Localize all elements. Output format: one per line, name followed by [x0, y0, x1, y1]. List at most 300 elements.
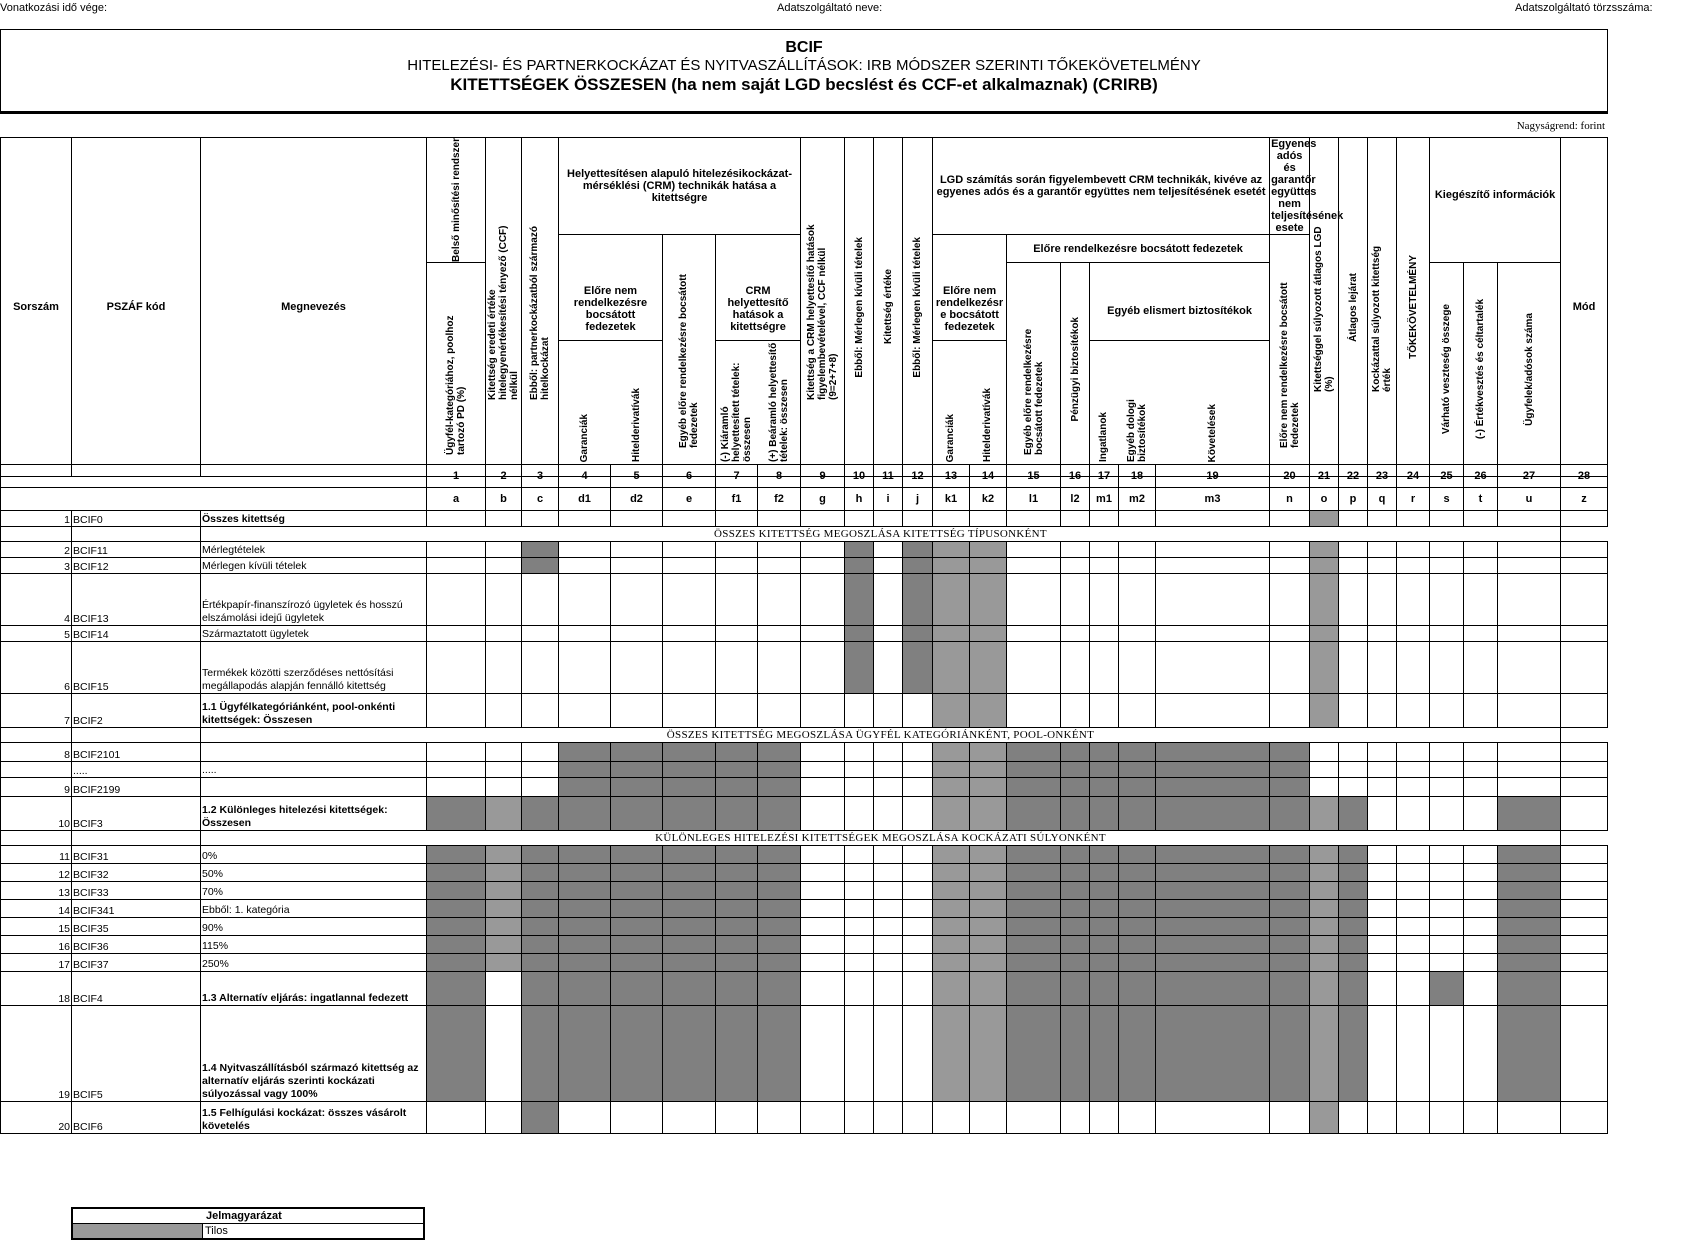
data-cell[interactable] — [611, 796, 663, 830]
data-cell[interactable] — [1270, 1101, 1310, 1133]
data-cell[interactable] — [1430, 971, 1464, 1005]
data-cell[interactable] — [427, 742, 486, 761]
data-cell[interactable] — [970, 1005, 1007, 1101]
data-cell[interactable] — [845, 693, 874, 727]
data-cell[interactable] — [1156, 557, 1270, 573]
data-cell[interactable] — [1397, 742, 1430, 761]
data-cell[interactable] — [903, 510, 933, 526]
data-cell[interactable] — [1061, 935, 1090, 953]
data-cell[interactable] — [716, 510, 758, 526]
data-cell[interactable] — [1498, 917, 1561, 935]
data-cell[interactable] — [1464, 510, 1498, 526]
data-cell[interactable] — [874, 935, 903, 953]
data-cell[interactable] — [758, 641, 801, 693]
data-cell[interactable] — [1498, 899, 1561, 917]
data-cell[interactable] — [716, 573, 758, 625]
data-cell[interactable] — [486, 935, 522, 953]
data-cell[interactable] — [559, 641, 611, 693]
data-cell[interactable] — [1270, 917, 1310, 935]
data-cell[interactable] — [903, 777, 933, 796]
data-cell[interactable] — [1007, 1005, 1061, 1101]
data-cell[interactable] — [801, 881, 845, 899]
data-cell[interactable] — [1270, 1005, 1310, 1101]
data-cell[interactable] — [933, 510, 970, 526]
data-cell[interactable] — [1061, 917, 1090, 935]
data-cell[interactable] — [1368, 557, 1397, 573]
data-cell[interactable] — [522, 693, 559, 727]
data-cell[interactable] — [1397, 541, 1430, 557]
data-cell[interactable] — [1498, 1101, 1561, 1133]
data-cell[interactable] — [874, 761, 903, 777]
data-cell[interactable] — [1061, 1005, 1090, 1101]
data-cell[interactable] — [1464, 845, 1498, 863]
data-cell[interactable] — [1310, 777, 1339, 796]
data-cell[interactable] — [1368, 693, 1397, 727]
data-cell[interactable] — [1310, 625, 1339, 641]
data-cell[interactable] — [801, 863, 845, 881]
data-cell[interactable] — [970, 641, 1007, 693]
data-cell[interactable] — [1339, 971, 1368, 1005]
data-cell[interactable] — [427, 1101, 486, 1133]
data-cell[interactable] — [611, 1005, 663, 1101]
data-cell[interactable] — [1339, 899, 1368, 917]
data-cell[interactable] — [663, 573, 716, 625]
data-cell[interactable] — [716, 917, 758, 935]
data-cell[interactable] — [1397, 573, 1430, 625]
data-cell[interactable] — [427, 1005, 486, 1101]
data-cell[interactable] — [970, 881, 1007, 899]
data-cell[interactable] — [1561, 761, 1608, 777]
data-cell[interactable] — [1430, 935, 1464, 953]
data-cell[interactable] — [486, 1101, 522, 1133]
data-cell[interactable] — [611, 935, 663, 953]
data-cell[interactable] — [1430, 693, 1464, 727]
data-cell[interactable] — [970, 541, 1007, 557]
data-cell[interactable] — [611, 777, 663, 796]
data-cell[interactable] — [758, 742, 801, 761]
data-cell[interactable] — [1156, 1101, 1270, 1133]
data-cell[interactable] — [1090, 796, 1119, 830]
data-cell[interactable] — [1430, 541, 1464, 557]
data-cell[interactable] — [1464, 796, 1498, 830]
data-cell[interactable] — [663, 917, 716, 935]
data-cell[interactable] — [522, 641, 559, 693]
data-cell[interactable] — [903, 881, 933, 899]
data-cell[interactable] — [801, 641, 845, 693]
data-cell[interactable] — [1090, 899, 1119, 917]
data-cell[interactable] — [1464, 693, 1498, 727]
data-cell[interactable] — [1270, 761, 1310, 777]
data-cell[interactable] — [1061, 761, 1090, 777]
data-cell[interactable] — [933, 761, 970, 777]
data-cell[interactable] — [1368, 641, 1397, 693]
data-cell[interactable] — [1397, 693, 1430, 727]
data-cell[interactable] — [486, 573, 522, 625]
data-cell[interactable] — [970, 845, 1007, 863]
data-cell[interactable] — [1430, 641, 1464, 693]
data-cell[interactable] — [1310, 557, 1339, 573]
data-cell[interactable] — [663, 693, 716, 727]
data-cell[interactable] — [522, 761, 559, 777]
data-cell[interactable] — [1090, 917, 1119, 935]
data-cell[interactable] — [903, 935, 933, 953]
data-cell[interactable] — [1464, 742, 1498, 761]
data-cell[interactable] — [1561, 693, 1608, 727]
data-cell[interactable] — [801, 899, 845, 917]
data-cell[interactable] — [427, 761, 486, 777]
data-cell[interactable] — [716, 935, 758, 953]
data-cell[interactable] — [427, 845, 486, 863]
data-cell[interactable] — [1007, 693, 1061, 727]
data-cell[interactable] — [522, 881, 559, 899]
data-cell[interactable] — [1061, 796, 1090, 830]
data-cell[interactable] — [1397, 557, 1430, 573]
data-cell[interactable] — [874, 845, 903, 863]
data-cell[interactable] — [874, 557, 903, 573]
data-cell[interactable] — [1007, 742, 1061, 761]
data-cell[interactable] — [845, 935, 874, 953]
data-cell[interactable] — [903, 625, 933, 641]
data-cell[interactable] — [874, 573, 903, 625]
data-cell[interactable] — [801, 541, 845, 557]
data-cell[interactable] — [1310, 1101, 1339, 1133]
data-cell[interactable] — [1061, 557, 1090, 573]
data-cell[interactable] — [1430, 863, 1464, 881]
data-cell[interactable] — [1156, 510, 1270, 526]
data-cell[interactable] — [559, 541, 611, 557]
data-cell[interactable] — [1339, 693, 1368, 727]
data-cell[interactable] — [845, 510, 874, 526]
data-cell[interactable] — [522, 899, 559, 917]
data-cell[interactable] — [1430, 557, 1464, 573]
data-cell[interactable] — [801, 625, 845, 641]
data-cell[interactable] — [1368, 899, 1397, 917]
data-cell[interactable] — [1061, 641, 1090, 693]
data-cell[interactable] — [1310, 693, 1339, 727]
data-cell[interactable] — [1061, 777, 1090, 796]
data-cell[interactable] — [1270, 935, 1310, 953]
data-cell[interactable] — [1498, 742, 1561, 761]
data-cell[interactable] — [1061, 1101, 1090, 1133]
data-cell[interactable] — [1090, 881, 1119, 899]
data-cell[interactable] — [716, 953, 758, 971]
data-cell[interactable] — [1339, 863, 1368, 881]
data-cell[interactable] — [903, 761, 933, 777]
data-cell[interactable] — [970, 625, 1007, 641]
data-cell[interactable] — [758, 863, 801, 881]
data-cell[interactable] — [903, 863, 933, 881]
data-cell[interactable] — [1397, 845, 1430, 863]
data-cell[interactable] — [758, 625, 801, 641]
data-cell[interactable] — [845, 573, 874, 625]
data-cell[interactable] — [427, 573, 486, 625]
data-cell[interactable] — [611, 953, 663, 971]
data-cell[interactable] — [663, 557, 716, 573]
data-cell[interactable] — [933, 625, 970, 641]
data-cell[interactable] — [1464, 953, 1498, 971]
data-cell[interactable] — [1156, 573, 1270, 625]
data-cell[interactable] — [1090, 761, 1119, 777]
data-cell[interactable] — [559, 1101, 611, 1133]
data-cell[interactable] — [801, 953, 845, 971]
data-cell[interactable] — [933, 641, 970, 693]
data-cell[interactable] — [933, 573, 970, 625]
data-cell[interactable] — [427, 971, 486, 1005]
data-cell[interactable] — [1430, 1005, 1464, 1101]
data-cell[interactable] — [845, 1101, 874, 1133]
data-cell[interactable] — [845, 625, 874, 641]
data-cell[interactable] — [663, 641, 716, 693]
data-cell[interactable] — [486, 899, 522, 917]
data-cell[interactable] — [801, 510, 845, 526]
data-cell[interactable] — [758, 935, 801, 953]
data-cell[interactable] — [1397, 625, 1430, 641]
data-cell[interactable] — [522, 863, 559, 881]
data-cell[interactable] — [1156, 863, 1270, 881]
data-cell[interactable] — [559, 863, 611, 881]
data-cell[interactable] — [1270, 796, 1310, 830]
data-cell[interactable] — [874, 899, 903, 917]
data-cell[interactable] — [1119, 742, 1156, 761]
data-cell[interactable] — [758, 845, 801, 863]
data-cell[interactable] — [1339, 510, 1368, 526]
data-cell[interactable] — [486, 693, 522, 727]
data-cell[interactable] — [1464, 777, 1498, 796]
data-cell[interactable] — [522, 935, 559, 953]
data-cell[interactable] — [1156, 693, 1270, 727]
data-cell[interactable] — [716, 693, 758, 727]
data-cell[interactable] — [903, 693, 933, 727]
data-cell[interactable] — [611, 1101, 663, 1133]
data-cell[interactable] — [1007, 917, 1061, 935]
data-cell[interactable] — [1397, 881, 1430, 899]
data-cell[interactable] — [1061, 881, 1090, 899]
data-cell[interactable] — [1368, 761, 1397, 777]
data-cell[interactable] — [874, 510, 903, 526]
data-cell[interactable] — [1270, 777, 1310, 796]
data-cell[interactable] — [1561, 541, 1608, 557]
data-cell[interactable] — [663, 510, 716, 526]
data-cell[interactable] — [845, 557, 874, 573]
data-cell[interactable] — [1397, 935, 1430, 953]
data-cell[interactable] — [663, 971, 716, 1005]
data-cell[interactable] — [801, 917, 845, 935]
data-cell[interactable] — [427, 953, 486, 971]
data-cell[interactable] — [970, 917, 1007, 935]
data-cell[interactable] — [1561, 742, 1608, 761]
data-cell[interactable] — [611, 573, 663, 625]
data-cell[interactable] — [559, 845, 611, 863]
data-cell[interactable] — [559, 625, 611, 641]
data-cell[interactable] — [845, 742, 874, 761]
data-cell[interactable] — [1368, 935, 1397, 953]
data-cell[interactable] — [1119, 863, 1156, 881]
data-cell[interactable] — [845, 845, 874, 863]
data-cell[interactable] — [1090, 863, 1119, 881]
data-cell[interactable] — [1498, 796, 1561, 830]
data-cell[interactable] — [427, 625, 486, 641]
data-cell[interactable] — [559, 899, 611, 917]
data-cell[interactable] — [1310, 881, 1339, 899]
data-cell[interactable] — [1368, 625, 1397, 641]
data-cell[interactable] — [1156, 935, 1270, 953]
data-cell[interactable] — [1430, 761, 1464, 777]
data-cell[interactable] — [758, 953, 801, 971]
data-cell[interactable] — [903, 1005, 933, 1101]
data-cell[interactable] — [716, 761, 758, 777]
data-cell[interactable] — [933, 845, 970, 863]
data-cell[interactable] — [663, 625, 716, 641]
data-cell[interactable] — [1007, 863, 1061, 881]
data-cell[interactable] — [663, 953, 716, 971]
data-cell[interactable] — [559, 777, 611, 796]
data-cell[interactable] — [1270, 881, 1310, 899]
data-cell[interactable] — [758, 796, 801, 830]
data-cell[interactable] — [933, 777, 970, 796]
data-cell[interactable] — [1061, 510, 1090, 526]
data-cell[interactable] — [1061, 971, 1090, 1005]
data-cell[interactable] — [559, 761, 611, 777]
data-cell[interactable] — [1119, 917, 1156, 935]
data-cell[interactable] — [1339, 845, 1368, 863]
data-cell[interactable] — [1430, 510, 1464, 526]
data-cell[interactable] — [801, 777, 845, 796]
data-cell[interactable] — [522, 625, 559, 641]
data-cell[interactable] — [801, 573, 845, 625]
data-cell[interactable] — [845, 541, 874, 557]
data-cell[interactable] — [758, 899, 801, 917]
data-cell[interactable] — [522, 971, 559, 1005]
data-cell[interactable] — [559, 1005, 611, 1101]
data-cell[interactable] — [1368, 777, 1397, 796]
data-cell[interactable] — [1464, 971, 1498, 1005]
data-cell[interactable] — [1464, 761, 1498, 777]
data-cell[interactable] — [522, 1005, 559, 1101]
data-cell[interactable] — [845, 761, 874, 777]
data-cell[interactable] — [1339, 742, 1368, 761]
data-cell[interactable] — [1397, 1005, 1430, 1101]
data-cell[interactable] — [1007, 510, 1061, 526]
data-cell[interactable] — [663, 845, 716, 863]
data-cell[interactable] — [1561, 899, 1608, 917]
data-cell[interactable] — [1090, 625, 1119, 641]
data-cell[interactable] — [1397, 953, 1430, 971]
data-cell[interactable] — [758, 557, 801, 573]
data-cell[interactable] — [903, 953, 933, 971]
data-cell[interactable] — [1368, 1005, 1397, 1101]
data-cell[interactable] — [903, 557, 933, 573]
data-cell[interactable] — [559, 935, 611, 953]
data-cell[interactable] — [1061, 863, 1090, 881]
data-cell[interactable] — [758, 573, 801, 625]
data-cell[interactable] — [427, 881, 486, 899]
data-cell[interactable] — [970, 796, 1007, 830]
data-cell[interactable] — [1397, 510, 1430, 526]
data-cell[interactable] — [1310, 899, 1339, 917]
data-cell[interactable] — [559, 796, 611, 830]
data-cell[interactable] — [611, 917, 663, 935]
data-cell[interactable] — [1368, 845, 1397, 863]
data-cell[interactable] — [1310, 845, 1339, 863]
data-cell[interactable] — [1270, 510, 1310, 526]
data-cell[interactable] — [1464, 1101, 1498, 1133]
data-cell[interactable] — [1156, 796, 1270, 830]
data-cell[interactable] — [1397, 971, 1430, 1005]
data-cell[interactable] — [611, 863, 663, 881]
data-cell[interactable] — [663, 1101, 716, 1133]
data-cell[interactable] — [1397, 1101, 1430, 1133]
data-cell[interactable] — [874, 541, 903, 557]
data-cell[interactable] — [1310, 953, 1339, 971]
data-cell[interactable] — [1368, 881, 1397, 899]
data-cell[interactable] — [1561, 573, 1608, 625]
data-cell[interactable] — [1156, 761, 1270, 777]
data-cell[interactable] — [845, 899, 874, 917]
data-cell[interactable] — [1464, 899, 1498, 917]
data-cell[interactable] — [1119, 510, 1156, 526]
data-cell[interactable] — [845, 881, 874, 899]
data-cell[interactable] — [1119, 953, 1156, 971]
data-cell[interactable] — [1368, 796, 1397, 830]
data-cell[interactable] — [758, 761, 801, 777]
data-cell[interactable] — [1430, 796, 1464, 830]
data-cell[interactable] — [427, 541, 486, 557]
data-cell[interactable] — [1430, 777, 1464, 796]
data-cell[interactable] — [1339, 953, 1368, 971]
data-cell[interactable] — [801, 693, 845, 727]
data-cell[interactable] — [1270, 693, 1310, 727]
data-cell[interactable] — [1007, 541, 1061, 557]
data-cell[interactable] — [1119, 573, 1156, 625]
data-cell[interactable] — [1430, 953, 1464, 971]
data-cell[interactable] — [486, 742, 522, 761]
data-cell[interactable] — [1007, 761, 1061, 777]
data-cell[interactable] — [1090, 1101, 1119, 1133]
data-cell[interactable] — [522, 510, 559, 526]
data-cell[interactable] — [1310, 863, 1339, 881]
data-cell[interactable] — [1090, 510, 1119, 526]
data-cell[interactable] — [1007, 557, 1061, 573]
data-cell[interactable] — [1368, 742, 1397, 761]
data-cell[interactable] — [522, 777, 559, 796]
data-cell[interactable] — [874, 796, 903, 830]
data-cell[interactable] — [1498, 953, 1561, 971]
data-cell[interactable] — [559, 573, 611, 625]
data-cell[interactable] — [1498, 845, 1561, 863]
data-cell[interactable] — [1368, 971, 1397, 1005]
data-cell[interactable] — [1156, 881, 1270, 899]
data-cell[interactable] — [801, 557, 845, 573]
data-cell[interactable] — [1310, 742, 1339, 761]
data-cell[interactable] — [874, 971, 903, 1005]
data-cell[interactable] — [611, 625, 663, 641]
data-cell[interactable] — [486, 881, 522, 899]
data-cell[interactable] — [1270, 742, 1310, 761]
data-cell[interactable] — [1119, 541, 1156, 557]
data-cell[interactable] — [874, 742, 903, 761]
data-cell[interactable] — [1310, 573, 1339, 625]
data-cell[interactable] — [427, 863, 486, 881]
data-cell[interactable] — [970, 953, 1007, 971]
data-cell[interactable] — [970, 693, 1007, 727]
data-cell[interactable] — [1561, 796, 1608, 830]
data-cell[interactable] — [1430, 1101, 1464, 1133]
data-cell[interactable] — [1464, 641, 1498, 693]
data-cell[interactable] — [1119, 625, 1156, 641]
data-cell[interactable] — [1007, 777, 1061, 796]
data-cell[interactable] — [874, 693, 903, 727]
data-cell[interactable] — [1498, 971, 1561, 1005]
